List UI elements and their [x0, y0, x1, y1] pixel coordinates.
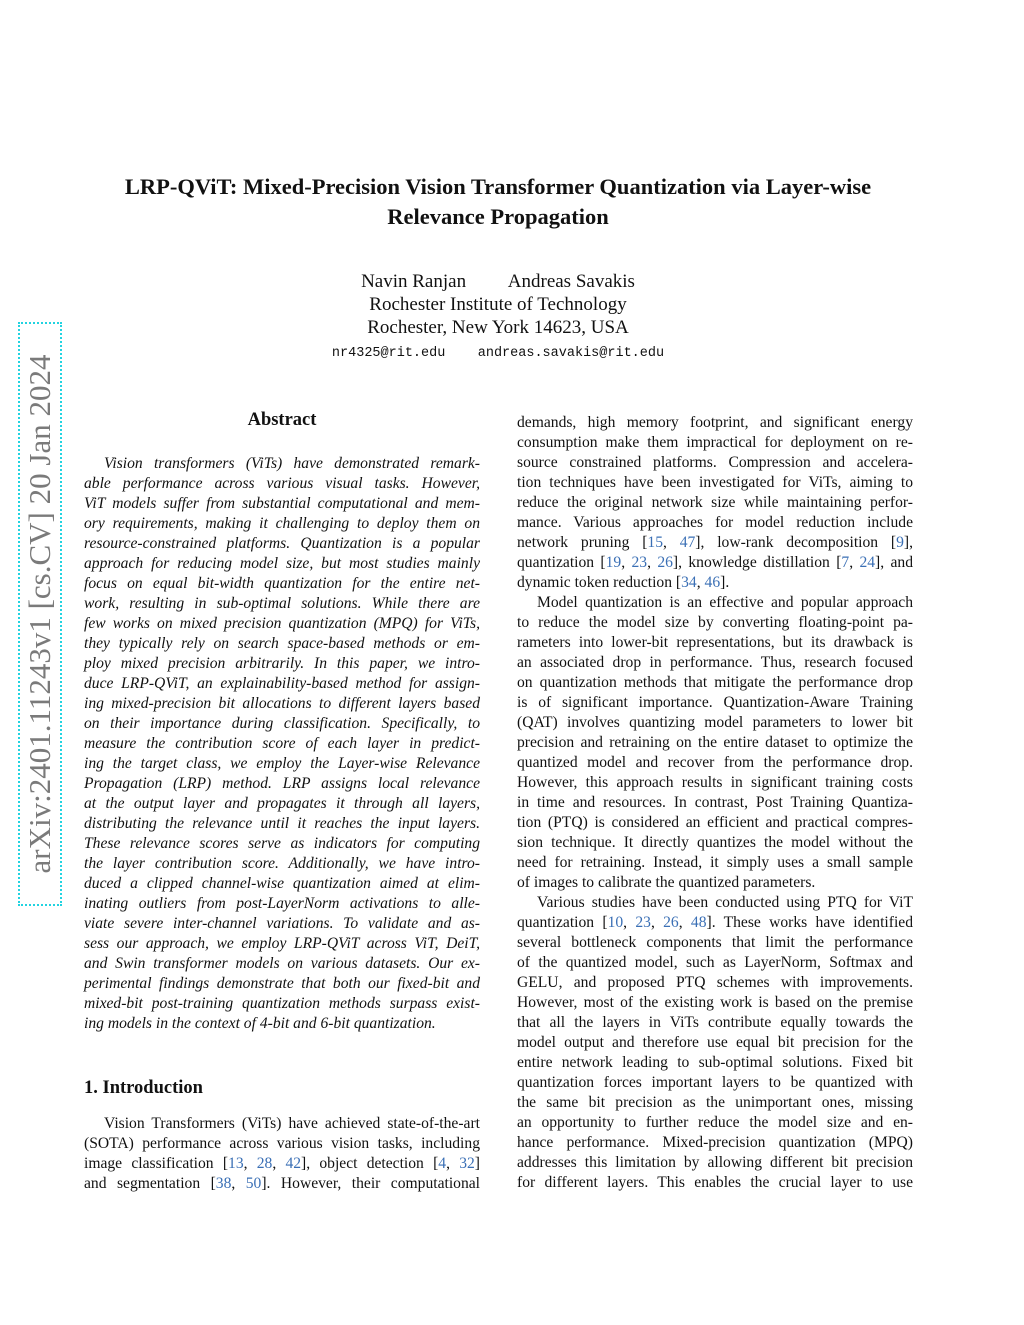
- arxiv-stamp: [18, 322, 62, 906]
- citation-link[interactable]: 48: [690, 914, 707, 931]
- arxiv-identifier: arXiv:2401.11243v1 [cs.CV] 20 Jan 2024: [22, 354, 57, 874]
- text-line: hance performance. Mixed-precision quantization (MPQ): [517, 1134, 913, 1151]
- text-line: quantization forces important layers to be quantized with: [517, 1074, 913, 1091]
- text-line: Various studies have been conducted using PTQ for ViT: [537, 894, 913, 911]
- text-line: network pruning [15, 47], low-rank decomposition [9],: [517, 534, 913, 551]
- citation-link[interactable]: 26: [663, 914, 679, 931]
- text-line: tion techniques have been investigated for ViTs, aiming to: [517, 474, 913, 491]
- text-line: and Swin transformer models on various datasets. Our ex-: [84, 955, 480, 972]
- text-line: consumption make them impractical for deployment on re-: [517, 434, 913, 451]
- citation-link[interactable]: 24: [859, 554, 876, 571]
- text-line: quantized model and recover from the performance drop.: [517, 754, 913, 771]
- text-line: mixed-bit post-training quantization methods surpass exist-: [84, 995, 480, 1012]
- text-line: focus on equal bit-width quantization for the entire net-: [84, 575, 480, 592]
- text-line: demands, high memory footprint, and significant energy: [517, 414, 913, 431]
- text-line: the same bit precision as the unimportant ones, missing: [517, 1094, 913, 1111]
- text-line: (QAT) involves quantizing model parameters to lower bit: [517, 714, 913, 731]
- text-line: duce LRP-QViT, an explainability-based method for assign-: [84, 675, 480, 692]
- text-line: precision and retraining on the entire dataset to optimize the: [517, 734, 913, 751]
- text-line: on their importance during classification. Specifically, to: [84, 715, 480, 732]
- text-line: measure the contribution score of each layer in predict-: [84, 735, 480, 752]
- text-line: to reduce the model size by converting floating-point pa-: [517, 614, 913, 631]
- text-line: several bottleneck components that limit the performance: [517, 934, 913, 951]
- text-line: ing the target class, we employ the Layer-wise Relevance: [84, 755, 480, 772]
- citation-link[interactable]: 13: [228, 1155, 244, 1172]
- text-line: and segmentation [38, 50]. However, their computational: [84, 1175, 481, 1192]
- author-names: Navin Ranjan Andreas Savakis: [361, 271, 635, 292]
- citation-link[interactable]: 50: [245, 1175, 262, 1192]
- text-line: on quantization methods that mitigate the performance drop: [517, 674, 913, 691]
- text-line: ing models in the context of 4-bit and 6-bit quantization.: [84, 1015, 436, 1032]
- text-line: in time and resources. In contrast, Post Training Quantiza-: [517, 794, 913, 811]
- citation-link[interactable]: 19: [605, 554, 622, 571]
- citation-link[interactable]: 26: [657, 554, 673, 571]
- text-line: Model quantization is an effective and popular approach: [537, 594, 913, 611]
- citation-link[interactable]: 15: [647, 534, 663, 551]
- text-line: resource-constrained platforms. Quantization is a popular: [84, 535, 480, 552]
- text-line: These relevance scores serve as indicators for computing: [84, 835, 480, 852]
- text-line: reduce the original network size while maintaining perfor-: [517, 494, 913, 511]
- paper-title-line-1: LRP-QViT: Mixed-Precision Vision Transformer Quantization via Layer-wise: [124, 174, 872, 199]
- section-heading-introduction: 1. Introduction: [84, 1078, 203, 1098]
- text-line: sess our approach, we employ LRP-QViT across ViT, DeiT,: [84, 935, 480, 952]
- text-line: (SOTA) performance across various vision tasks, including: [84, 1135, 480, 1152]
- text-line: is of significant importance. Quantization-Aware Training: [517, 694, 913, 711]
- citation-link[interactable]: 34: [681, 574, 697, 591]
- citation-link[interactable]: 38: [215, 1175, 232, 1192]
- text-line: quantization [10, 23, 26, 48]. These works have identified: [517, 914, 914, 931]
- text-line: ploy mixed precision arbitrarily. In this paper, we intro-: [84, 655, 480, 672]
- text-line: approach for reducing model size, but most studies mainly: [84, 555, 480, 572]
- text-line: dynamic token reduction [34, 46].: [517, 574, 730, 591]
- paper-title-line-2: Relevance Propagation: [387, 204, 609, 229]
- author-address: Rochester, New York 14623, USA: [367, 317, 629, 338]
- text-line: viate severe inter-channel variations. To validate and as-: [84, 915, 480, 932]
- text-line: the layer contribution score. Additionally, we have intro-: [84, 855, 480, 872]
- author-affiliation: Rochester Institute of Technology: [369, 294, 627, 315]
- text-line: source constrained platforms. Compression and accelera-: [517, 454, 913, 471]
- text-line: perimental findings demonstrate that both our fixed-bit and: [84, 975, 480, 992]
- text-line: of images to calibrate the quantized parameters.: [517, 874, 816, 891]
- text-line: work, resulting in sub-optimal solutions. While there are: [84, 595, 480, 612]
- author-emails: nr4325@rit.edu andreas.savakis@rit.edu: [331, 346, 665, 361]
- text-line: duced a clipped channel-wise quantization aimed at elim-: [84, 875, 480, 892]
- text-line: mance. Various approaches for model reduction include: [517, 514, 913, 531]
- text-line: they typically rely on search space-based methods or em-: [84, 635, 480, 652]
- citation-link[interactable]: 9: [896, 534, 904, 551]
- citation-link[interactable]: 28: [256, 1155, 273, 1172]
- text-line: sion technique. It directly quantizes the model without the: [517, 834, 913, 851]
- citation-link[interactable]: 10: [607, 914, 624, 931]
- text-line: for different layers. This enables the crucial layer to use: [517, 1174, 913, 1191]
- text-line: Vision Transformers (ViTs) have achieved state-of-the-art: [104, 1115, 480, 1132]
- text-line: ViT models suffer from substantial computational and mem-: [84, 495, 480, 512]
- text-line: However, this approach results in significant training costs: [517, 774, 913, 791]
- text-line: Vision transformers (ViTs) have demonstrated remark-: [104, 455, 480, 472]
- text-line: that all the layers in ViTs contribute equally towards the: [517, 1014, 913, 1031]
- text-line: model output and therefore use equal bit precision for the: [517, 1034, 913, 1051]
- citation-link[interactable]: 7: [841, 554, 850, 571]
- text-line: an opportunity to further reduce the model size and en-: [517, 1114, 913, 1131]
- text-line: an associated drop in performance. Thus, research focused: [517, 654, 913, 671]
- text-line: entire network leading to sub-optimal solutions. Fixed bit: [517, 1054, 913, 1071]
- text-line: able performance across various visual tasks. However,: [84, 475, 480, 492]
- text-line: ory requirements, making it challenging to deploy them on: [84, 515, 480, 532]
- citation-link[interactable]: 4: [438, 1155, 447, 1172]
- text-line: However, most of the existing work is based on the premise: [517, 994, 913, 1011]
- text-line: of the quantized model, such as LayerNorm, Softmax and: [517, 954, 913, 971]
- text-line: inating outliers from post-LayerNorm activations to alle-: [84, 895, 480, 912]
- citation-link[interactable]: 42: [285, 1155, 302, 1172]
- citation-link[interactable]: 32: [459, 1155, 475, 1172]
- citation-link[interactable]: 46: [704, 574, 721, 591]
- text-line: image classification [13, 28, 42], object detection [4, 32]: [84, 1155, 480, 1172]
- abstract-heading: Abstract: [247, 410, 317, 430]
- text-line: addresses this limitation by allowing different bit precision: [517, 1154, 913, 1171]
- text-line: tion (PTQ) is considered an efficient and practical compres-: [517, 814, 913, 831]
- text-line: distributing the relevance until it reaches the input layers.: [84, 815, 480, 832]
- text-line: need for retraining. Instead, it simply uses a small sample: [517, 854, 913, 871]
- text-line: GELU, and proposed PTQ schemes with improvements.: [517, 974, 913, 991]
- citation-link[interactable]: 23: [631, 554, 648, 571]
- citation-link[interactable]: 47: [679, 534, 696, 551]
- text-line: quantization [19, 23, 26], knowledge distillation [7, 24], and: [517, 554, 913, 571]
- text-line: ing mixed-precision bit allocations to different layers based: [84, 695, 480, 712]
- citation-link[interactable]: 23: [635, 914, 651, 931]
- text-line: few works on mixed precision quantization (MPQ) for ViTs,: [84, 615, 480, 632]
- text-line: rameters into lower-bit representations, but its drawback is: [517, 634, 913, 651]
- text-line: Propagation (LRP) method. LRP assigns local relevance: [84, 775, 480, 792]
- text-line: at the output layer and propagates it through all layers,: [84, 795, 480, 812]
